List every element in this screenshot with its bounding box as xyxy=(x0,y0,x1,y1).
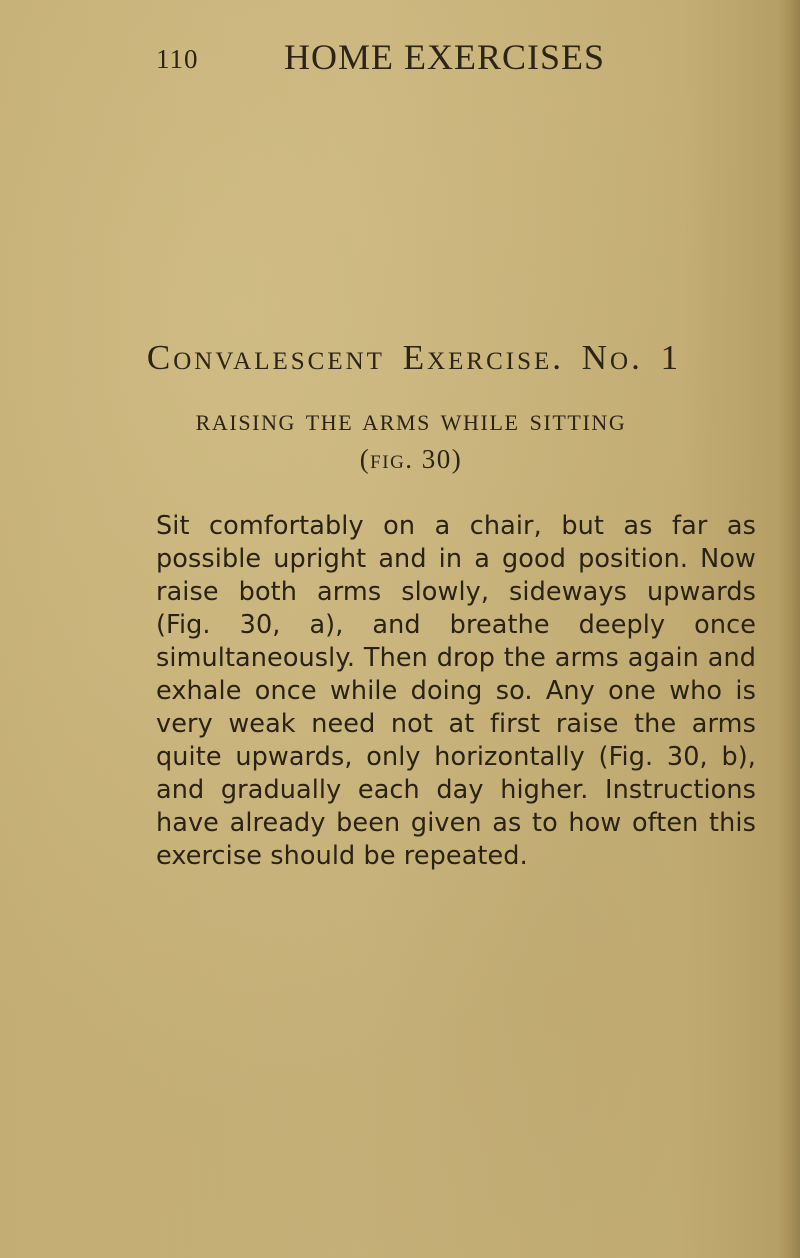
body-paragraph: Sit comfortably on a chair, but as far as possible upright and in a good position. Now raise both arms slowly, sideways upwards (Fig. 30, a), and breathe deeply once simultaneously. Then drop the arms again and exhale once while doing so. Any one who is very weak need not at first raise the arms quite upwards, only horizontally (Fig. 30, b), and gradually each day higher. Instructions have already been given as to how often this exercise should be repeated. xyxy=(156,510,756,871)
running-head: HOME EXERCISES xyxy=(284,37,606,77)
figure-reference: (fig. 30) xyxy=(359,444,463,474)
page-header xyxy=(0,36,800,86)
exercise-title: Convalescent Exercise. No. 1 xyxy=(146,338,682,377)
page-edge-shadow xyxy=(778,0,800,1258)
exercise-subtitle: RAISING THE ARMS WHILE SITTING xyxy=(195,410,627,435)
page-number: 110 xyxy=(156,44,199,74)
